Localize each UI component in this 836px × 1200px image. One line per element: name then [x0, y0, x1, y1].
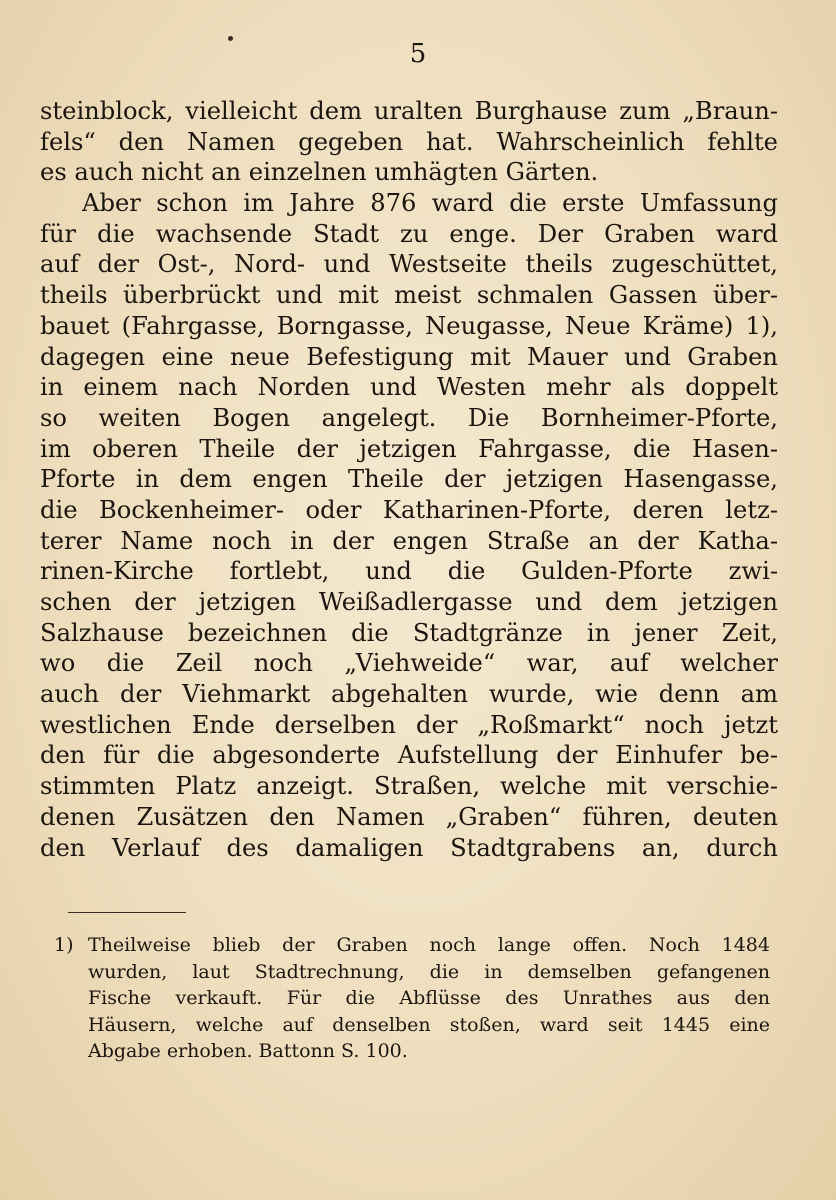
footnote-line: wurden, laut Stadtrechnung, die in demselben gefangenen [88, 960, 770, 983]
text-line: den für die abgesonderte Aufstellung der Einhufer be- [40, 741, 778, 770]
footnote-line: Fische verkauft. Für die Abflüsse des Unrathes aus den [88, 987, 770, 1009]
text-line: theils überbrückt und mit meist schmalen Gassen über- [40, 281, 778, 310]
footnote-marker: 1) [54, 934, 74, 956]
text-line: fels“ den Namen gegeben hat. Wahrscheinlich fehlte [40, 127, 778, 156]
text-line: denen Zusätzen den Namen „Graben“ führen, deuten [40, 802, 778, 831]
text-line: Salzhause bezeichnen die Stadtgränze in jener Zeit, [40, 618, 778, 647]
text-line: dagegen eine neue Befestigung mit Mauer und Graben [40, 342, 778, 371]
footnote-line: Häusern, welche auf denselben stoßen, ward seit 1445 eine [88, 1013, 770, 1036]
text-line: so weiten Bogen angelegt. Die Bornheimer-Pforte, [40, 403, 778, 432]
footnote-line: Abgabe erhoben. Battonn S. 100. [88, 1040, 408, 1062]
text-line: die Bockenheimer- oder Katharinen-Pforte, deren letz- [40, 495, 778, 524]
text-line: es auch nicht an einzelnen umhägten Gärten. [40, 158, 599, 187]
text-line: im oberen Theile der jetzigen Fahrgasse, die Hasen- [40, 434, 778, 463]
footnote-text: Theilweise blieb der Graben noch lange offen. Noch 1484 [88, 934, 770, 956]
text-line: schen der jetzigen Weißadlergasse und dem jetzigen [40, 588, 778, 616]
text-line: westlichen Ende derselben der „Roßmarkt“ noch jetzt [40, 710, 778, 739]
main-text [40, 96, 778, 863]
footnote-divider [68, 912, 186, 913]
text-line: wo die Zeil noch „Viehweide“ war, auf welcher [40, 649, 778, 678]
text-line: den Verlauf des damaligen Stadtgrabens an, durch [40, 833, 778, 862]
footnote-line [54, 932, 770, 959]
paragraph-start-line: Aber schon im Jahre 876 ward die erste Umfassung [82, 189, 778, 218]
text-line: stimmten Platz anzeigt. Straßen, welche mit verschie- [40, 772, 778, 801]
footnote [54, 932, 770, 1065]
text-line: auf der Ost-, Nord- und Westseite theils zugeschüttet, [40, 250, 778, 279]
text-line: für die wachsende Stadt zu enge. Der Graben ward [40, 219, 778, 248]
text-line: terer Name noch in der engen Straße an der Katha- [40, 526, 778, 555]
text-line: in einem nach Norden und Westen mehr als doppelt [40, 373, 778, 402]
text-line: auch der Viehmarkt abgehalten wurde, wie denn am [40, 680, 778, 709]
page-number: 5 [409, 39, 427, 69]
text-line: rinen-Kirche fortlebt, und die Gulden-Pforte zwi- [40, 557, 778, 586]
text-line: bauet (Fahrgasse, Borngasse, Neugasse, Neue Kräme) 1), [40, 311, 778, 340]
text-line: steinblock, vielleicht dem uralten Burghause zum „Braun- [40, 97, 778, 125]
text-line: Pforte in dem engen Theile der jetzigen Hasengasse, [40, 465, 778, 494]
